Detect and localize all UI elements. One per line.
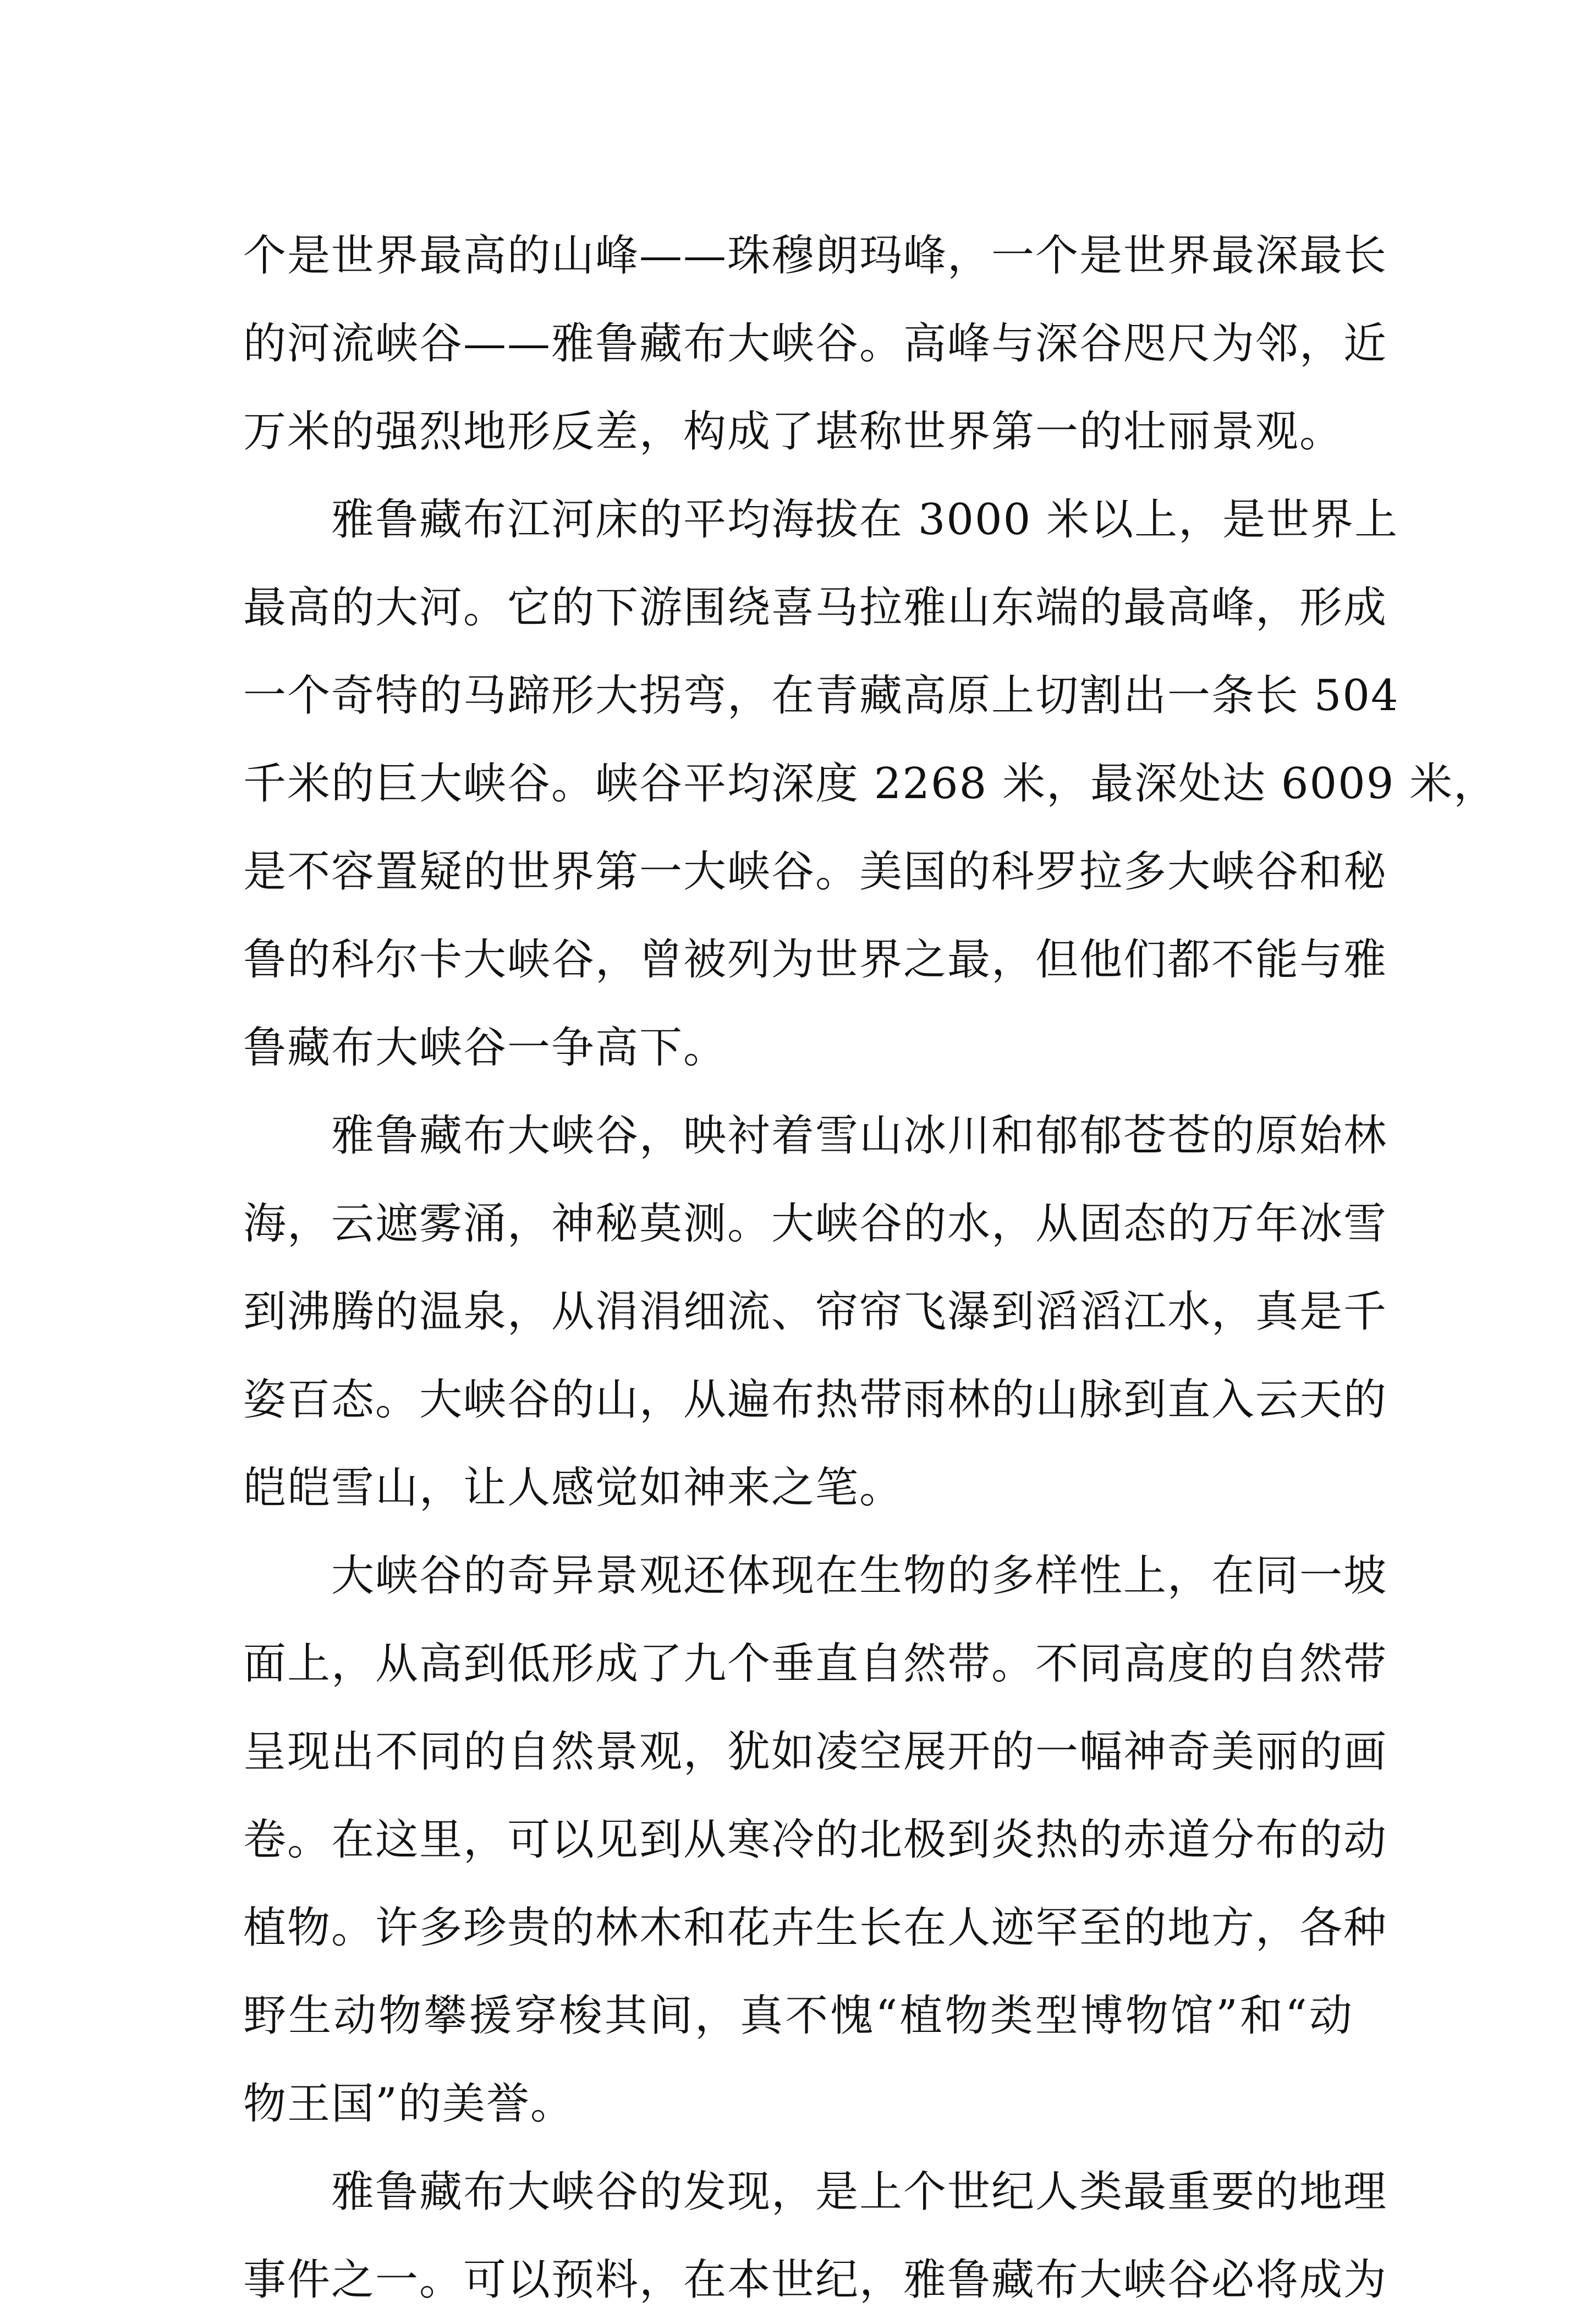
text-line: 千米的巨大峡谷。峡谷平均深度 2268 米，最深处达 6009 米， <box>243 759 1498 809</box>
text-line: 呈现出不同的自然景观，犹如凌空展开的一幅神奇美丽的画 <box>243 1727 1388 1777</box>
text-line: 的河流峡谷——雅鲁藏布大峡谷。高峰与深谷咫尺为邻，近 <box>243 319 1388 369</box>
body-text <box>243 212 1498 2324</box>
text-line: 万米的强烈地形反差，构成了堪称世界第一的壮丽景观。 <box>243 407 1344 457</box>
text-line: 个是世界最高的山峰——珠穆朗玛峰，一个是世界最深最长 <box>243 231 1388 281</box>
text-line: 植物。许多珍贵的林木和花卉生长在人迹罕至的地方，各种 <box>243 1903 1388 1953</box>
text-line: 是不容置疑的世界第一大峡谷。美国的科罗拉多大峡谷和秘 <box>243 847 1388 897</box>
text-line: 卷。在这里，可以见到从寒冷的北极到炎热的赤道分布的动 <box>243 1815 1388 1865</box>
text-line: 物王国”的美誉。 <box>243 2079 574 2129</box>
text-line: 野生动物攀援穿梭其间，真不愧“植物类型博物馆”和“动 <box>243 1991 1353 2041</box>
text-line: 最高的大河。它的下游围绕喜马拉雅山东端的最高峰，形成 <box>243 583 1388 633</box>
text-line: 雅鲁藏布大峡谷的发现，是上个世纪人类最重要的地理 <box>331 2167 1388 2217</box>
text-line: 雅鲁藏布江河床的平均海拔在 3000 米以上，是世界上 <box>331 495 1399 545</box>
text-line: 皑皑雪山，让人感觉如神来之笔。 <box>243 1463 904 1513</box>
text-line: 雅鲁藏布大峡谷，映衬着雪山冰川和郁郁苍苍的原始林 <box>331 1111 1388 1161</box>
text-line: 鲁藏布大峡谷一争高下。 <box>243 1023 728 1073</box>
text-line: 鲁的科尔卡大峡谷，曾被列为世界之最，但他们都不能与雅 <box>243 935 1388 985</box>
text-line: 事件之一。可以预料，在本世纪，雅鲁藏布大峡谷必将成为 <box>243 2255 1388 2305</box>
text-line: 姿百态。大峡谷的山，从遍布热带雨林的山脉到直入云天的 <box>243 1375 1388 1425</box>
text-line: 一个奇特的马蹄形大拐弯，在青藏高原上切割出一条长 504 <box>243 671 1399 721</box>
text-line: 大峡谷的奇异景观还体现在生物的多样性上，在同一坡 <box>331 1551 1388 1601</box>
text-line: 到沸腾的温泉，从涓涓细流、帘帘飞瀑到滔滔江水，真是千 <box>243 1287 1388 1337</box>
text-line: 面上，从高到低形成了九个垂直自然带。不同高度的自然带 <box>243 1639 1388 1689</box>
text-line: 海，云遮雾涌，神秘莫测。大峡谷的水，从固态的万年冰雪 <box>243 1199 1388 1249</box>
